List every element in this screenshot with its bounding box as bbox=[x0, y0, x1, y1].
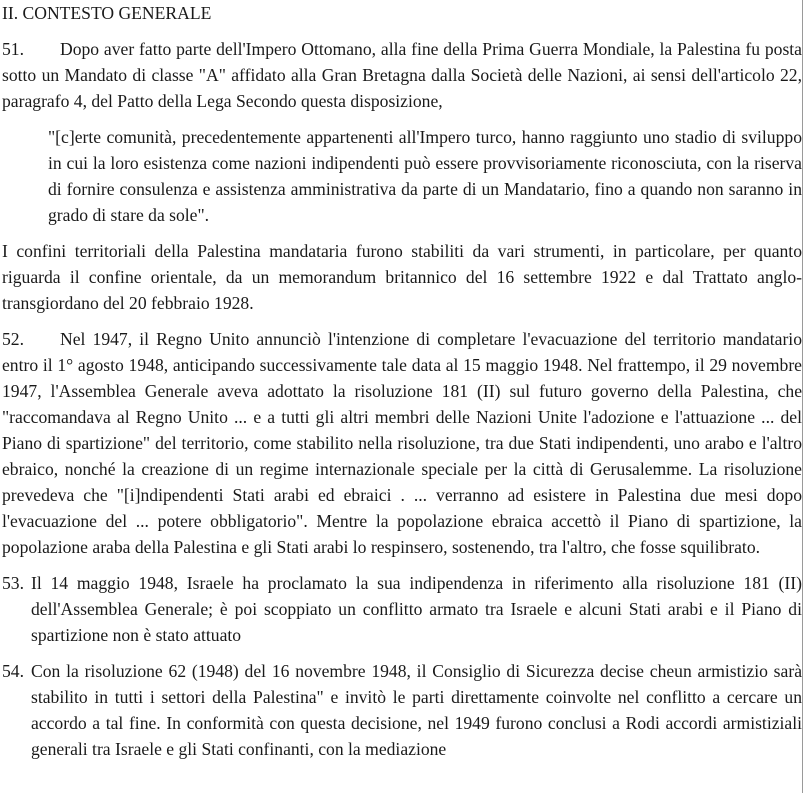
block-quote: "[c]erte comunità, precedentemente appartenenti all'Impero turco, hanno raggiunto uno stadio di sviluppo in cui la loro esistenza come nazioni indipendenti può essere provvisoriamente riconosciuta, con la riserva di fornire consulenza e assistenza amministrativa da parte di un Mandatario, fino a quando non saranno in grado di stare da sole". bbox=[48, 127, 802, 225]
paragraph-54 bbox=[2, 658, 802, 762]
paragraph-52-text: Nel 1947, il Regno Unito annunciò l'intenzione di completare l'evacuazione del territorio mandatario entro il 1° agosto 1948, anticipando successivamente tale data al 15 maggio 1948. Nel frattempo, il 29 novembre 1947, l'Assemblea Generale aveva adottato la risoluzione 181 (II) sul futuro governo della Palestina, che "raccomandava al Regno Unito ... e a tutti gli altri membri delle Nazioni Unite l'adozione e l'attuazione ... del Piano di spartizione" del territorio, come stabilito nella risoluzione, tra due Stati indipendenti, uno arabo e l'altro ebraico, nonché la creazione di un regime internazionale speciale per la città di Gerusalemme. La risoluzione prevedeva che "[i]ndipendenti Stati arabi ed ebraici . ... verranno ad esistere in Palestina due mesi dopo l'evacuazione del ... potere obbligatorio". Mentre la popolazione ebraica accettò il Piano di spartizione, la popolazione araba della Palestina e gli Stati arabi lo respinsero, sostenendo, tra l'altro, che fosse squilibrato. bbox=[2, 329, 802, 557]
paragraph-52-number: 52. bbox=[2, 329, 24, 349]
paragraph-53-number: 53. bbox=[2, 573, 24, 593]
paragraph-51 bbox=[2, 36, 802, 114]
section-heading: II. CONTESTO GENERALE bbox=[2, 3, 212, 23]
paragraph-52 bbox=[2, 326, 802, 560]
paragraph-54-text: Con la risoluzione 62 (1948) del 16 novembre 1948, il Consiglio di Sicurezza decise cheun armistizio sarà stabilito in tutti i settori della Palestina" e invitò le parti direttamente coinvolte nel conflitto a cercare un accordo a tal fine. In conformità con questa decisione, nel 1949 furono conclusi a Rodi accordi armistiziali generali tra Israele e gli Stati confinanti, con la mediazione bbox=[31, 661, 802, 759]
paragraph-51-number: 51. bbox=[2, 39, 24, 59]
paragraph-51-continuation: I confini territoriali della Palestina mandataria furono stabiliti da vari strumenti, in particolare, per quanto riguarda il confine orientale, da un memorandum britannico del 16 settembre 1922 e dal Trattato anglo-transgiordano del 20 febbraio 1928. bbox=[2, 241, 802, 313]
paragraph-54-number: 54. bbox=[2, 661, 24, 681]
document-body bbox=[2, 0, 802, 762]
paragraph-53-text: Il 14 maggio 1948, Israele ha proclamato la sua indipendenza in riferimento alla risoluzione 181 (II) dell'Assemblea Generale; è poi scoppiato un conflitto armato tra Israele e alcuni Stati arabi e il Piano di spartizione non è stato attuato bbox=[31, 573, 802, 645]
paragraph-51-text: Dopo aver fatto parte dell'Impero Ottomano, alla fine della Prima Guerra Mondiale, la Palestina fu posta sotto un Mandato di classe "A" affidato alla Gran Bretagna dalla Società delle Nazioni, ai sensi dell'articolo 22, paragrafo 4, del Patto della Lega Secondo questa disposizione, bbox=[2, 39, 802, 111]
paragraph-53 bbox=[2, 570, 802, 648]
